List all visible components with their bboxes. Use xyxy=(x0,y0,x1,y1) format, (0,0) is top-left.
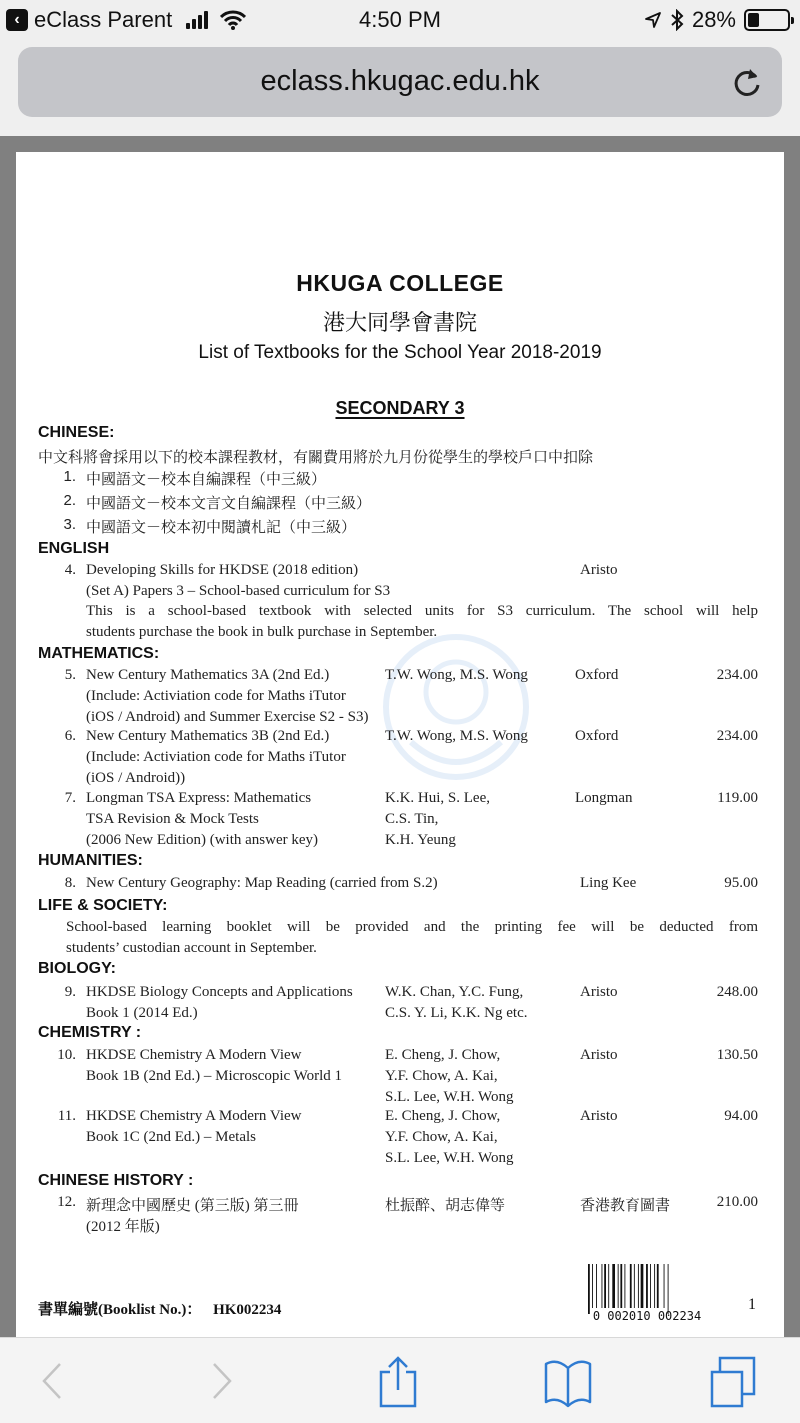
back-app-label[interactable]: eClass Parent xyxy=(34,7,173,32)
share-icon[interactable] xyxy=(373,1354,423,1408)
browser-toolbar xyxy=(0,1337,800,1423)
doc-subtitle: List of Textbooks for the School Year 2018-2019 xyxy=(198,342,602,363)
item-title: HKDSE Chemistry A Modern View xyxy=(86,1108,302,1124)
status-bar xyxy=(0,0,800,40)
english-note-line: students purchase the book in bulk purchase in September. xyxy=(86,624,438,640)
item-title: 中國語文－校本自編課程（中三級） xyxy=(86,471,327,488)
barcode-bar xyxy=(624,1264,625,1308)
item-publisher: Longman xyxy=(575,790,633,806)
item-authors: Y.F. Chow, A. Kai, xyxy=(385,1068,498,1084)
barcode-bar xyxy=(654,1264,655,1308)
english-note-line: This is a school-based textbook with selected units for S3 curriculum. The school will help xyxy=(86,603,758,619)
life-society-note-line: School-based learning booklet will be provided and the printing fee will be deducted from xyxy=(66,919,758,935)
item-publisher: Oxford xyxy=(575,728,619,744)
battery-percent: 28% xyxy=(691,7,736,32)
barcode xyxy=(572,1262,722,1322)
barcode-bar xyxy=(634,1264,635,1308)
page-number: 1 xyxy=(748,1296,756,1313)
section-chemistry: CHEMISTRY : xyxy=(38,1024,142,1041)
item-num: 10. xyxy=(57,1047,76,1063)
battery-icon xyxy=(744,9,790,31)
section-humanities: HUMANITIES: xyxy=(38,852,143,869)
item-title-line: TSA Revision & Mock Tests xyxy=(86,811,259,827)
barcode-bar xyxy=(596,1264,597,1308)
item-authors: E. Cheng, J. Chow, xyxy=(385,1047,501,1063)
school-name-cn: 港大同學會書院 xyxy=(322,310,477,335)
item-title-line: (Include: Activiation code for Maths iTutor xyxy=(86,688,346,704)
item-publisher: 香港教育圖書 xyxy=(580,1198,671,1214)
item-title: 中國語文－校本文言文自編課程（中三級） xyxy=(86,495,372,512)
item-authors: S.L. Lee, W.H. Wong xyxy=(385,1089,514,1105)
item-price: 234.00 xyxy=(716,667,758,683)
item-num: 6. xyxy=(64,728,76,744)
forward-icon[interactable] xyxy=(196,1354,246,1408)
item-title-line: Book 1C (2nd Ed.) – Metals xyxy=(86,1129,256,1145)
level-heading xyxy=(16,398,784,419)
item-authors: C.S. Tin, xyxy=(385,811,439,827)
item-title: New Century Mathematics 3A (2nd Ed.) xyxy=(86,667,330,683)
barcode-bar xyxy=(608,1264,609,1308)
item-num: 11. xyxy=(57,1108,76,1124)
item-authors: Y.F. Chow, A. Kai, xyxy=(385,1129,498,1145)
item-publisher: Aristo xyxy=(580,1108,618,1124)
bookmarks-icon[interactable] xyxy=(543,1354,593,1408)
life-society-note-line: students’ custodian account in September. xyxy=(66,940,317,956)
item-title-line: (Set A) Papers 3 – School-based curriculum for S3 xyxy=(86,583,391,599)
item-price: 210.00 xyxy=(716,1194,758,1210)
barcode-bar xyxy=(668,1264,669,1314)
browser-top-chrome xyxy=(0,0,800,136)
barcode-bar xyxy=(646,1264,648,1308)
item-title-line: (2006 New Edition) (with answer key) xyxy=(86,832,319,848)
chinese-note: 中文科將會採用以下的校本課程教材，有關費用將於九月份從學生的學校戶口中扣除 xyxy=(38,449,594,466)
url-bar[interactable] xyxy=(18,47,782,117)
back-app-icon[interactable]: ‹ xyxy=(6,9,28,31)
item-authors: E. Cheng, J. Chow, xyxy=(385,1108,501,1124)
item-title-line: (iOS / Android) and Summer Exercise S2 - S3) xyxy=(86,709,369,725)
item-authors: K.H. Yeung xyxy=(385,832,456,848)
item-publisher: Aristo xyxy=(580,984,618,1000)
barcode-bar xyxy=(618,1264,619,1308)
english-note xyxy=(86,601,758,643)
item-title: Longman TSA Express: Mathematics xyxy=(86,790,312,806)
item-num: 1. xyxy=(63,468,76,485)
item-title: New Century Geography: Map Reading (carried from S.2) xyxy=(86,875,438,891)
barcode-bar xyxy=(620,1264,622,1308)
item-title: New Century Mathematics 3B (2nd Ed.) xyxy=(86,728,330,744)
item-authors: W.K. Chan, Y.C. Fung, xyxy=(385,984,524,1000)
barcode-bar xyxy=(602,1264,603,1308)
item-authors: 杜振醉、胡志偉等 xyxy=(385,1198,506,1214)
item-title: 新理念中國歷史 (第三版) 第三冊 xyxy=(86,1198,299,1214)
item-num: 5. xyxy=(64,667,76,683)
item-price: 94.00 xyxy=(724,1108,758,1124)
battery-level-fill xyxy=(748,13,759,27)
barcode-bar xyxy=(588,1264,590,1314)
item-authors: T.W. Wong, M.S. Wong xyxy=(385,728,528,744)
item-title-line: (2012 年版) xyxy=(86,1219,160,1235)
section-chinese: CHINESE: xyxy=(38,424,115,441)
barcode-bar xyxy=(612,1264,615,1308)
status-time: 4:50 PM xyxy=(359,7,441,32)
item-title-line: Book 1 (2014 Ed.) xyxy=(86,1005,198,1021)
item-publisher: Aristo xyxy=(580,1047,618,1063)
reload-icon[interactable] xyxy=(730,65,764,99)
item-title: HKDSE Biology Concepts and Applications xyxy=(86,984,353,1000)
back-icon[interactable] xyxy=(28,1354,78,1408)
booklist-value: HK002234 xyxy=(213,1302,282,1318)
school-name: HKUGA COLLEGE xyxy=(296,270,504,296)
item-num: 7. xyxy=(64,790,76,806)
url-text[interactable]: eclass.hkugac.edu.hk xyxy=(260,65,540,97)
barcode-bar xyxy=(630,1264,632,1308)
item-price: 119.00 xyxy=(717,790,758,806)
item-num: 3. xyxy=(63,516,76,533)
barcode-bar xyxy=(650,1264,651,1308)
item-title: Developing Skills for HKDSE (2018 edition) xyxy=(86,562,359,578)
section-chinese-history: CHINESE HISTORY : xyxy=(38,1172,194,1189)
item-publisher: Ling Kee xyxy=(580,875,637,891)
item-authors: C.S. Y. Li, K.K. Ng etc. xyxy=(385,1005,528,1021)
bluetooth-icon xyxy=(670,9,684,31)
item-num: 4. xyxy=(64,562,76,578)
item-num: 12. xyxy=(57,1194,76,1210)
barcode-bar xyxy=(641,1264,644,1308)
barcode-bar xyxy=(638,1264,639,1308)
booklist-number xyxy=(38,1298,281,1319)
item-publisher: Oxford xyxy=(575,667,619,683)
barcode-text: 0 002010 002234 xyxy=(592,1309,702,1322)
section-biology: BIOLOGY: xyxy=(38,960,116,977)
item-authors: K.K. Hui, S. Lee, xyxy=(385,790,490,806)
document-page xyxy=(16,152,784,1408)
item-title-line: Book 1B (2nd Ed.) – Microscopic World 1 xyxy=(86,1068,342,1084)
item-price: 248.00 xyxy=(716,984,758,1000)
barcode-bar xyxy=(604,1264,606,1308)
item-publisher: Aristo xyxy=(580,562,618,578)
item-num: 8. xyxy=(64,875,76,891)
item-price: 95.00 xyxy=(724,875,758,891)
section-english: ENGLISH xyxy=(38,540,110,557)
booklist-label: 書單編號(Booklist No.)： xyxy=(38,1302,202,1318)
item-title-line: (Include: Activiation code for Maths iTutor xyxy=(86,749,346,765)
item-title: HKDSE Chemistry A Modern View xyxy=(86,1047,302,1063)
location-icon xyxy=(644,11,662,29)
section-life-society: LIFE & SOCIETY: xyxy=(38,897,168,914)
item-num: 2. xyxy=(63,492,76,509)
level-text: SECONDARY 3 xyxy=(335,398,465,418)
status-right xyxy=(644,7,790,33)
school-crest-watermark xyxy=(371,622,541,792)
item-num: 9. xyxy=(64,984,76,1000)
barcode-bar xyxy=(664,1264,665,1308)
item-title: 中國語文－校本初中閱讀札記（中三級） xyxy=(86,519,357,536)
item-price: 130.50 xyxy=(716,1047,758,1063)
item-authors: T.W. Wong, M.S. Wong xyxy=(385,667,528,683)
item-authors: S.L. Lee, W.H. Wong xyxy=(385,1150,514,1166)
item-title-line: (iOS / Android)) xyxy=(86,770,186,786)
barcode-bar xyxy=(592,1264,593,1308)
section-mathematics: MATHEMATICS: xyxy=(38,645,160,662)
tabs-icon[interactable] xyxy=(708,1354,758,1408)
life-society-note xyxy=(66,917,758,959)
barcode-bar xyxy=(657,1264,659,1308)
item-price: 234.00 xyxy=(716,728,758,744)
